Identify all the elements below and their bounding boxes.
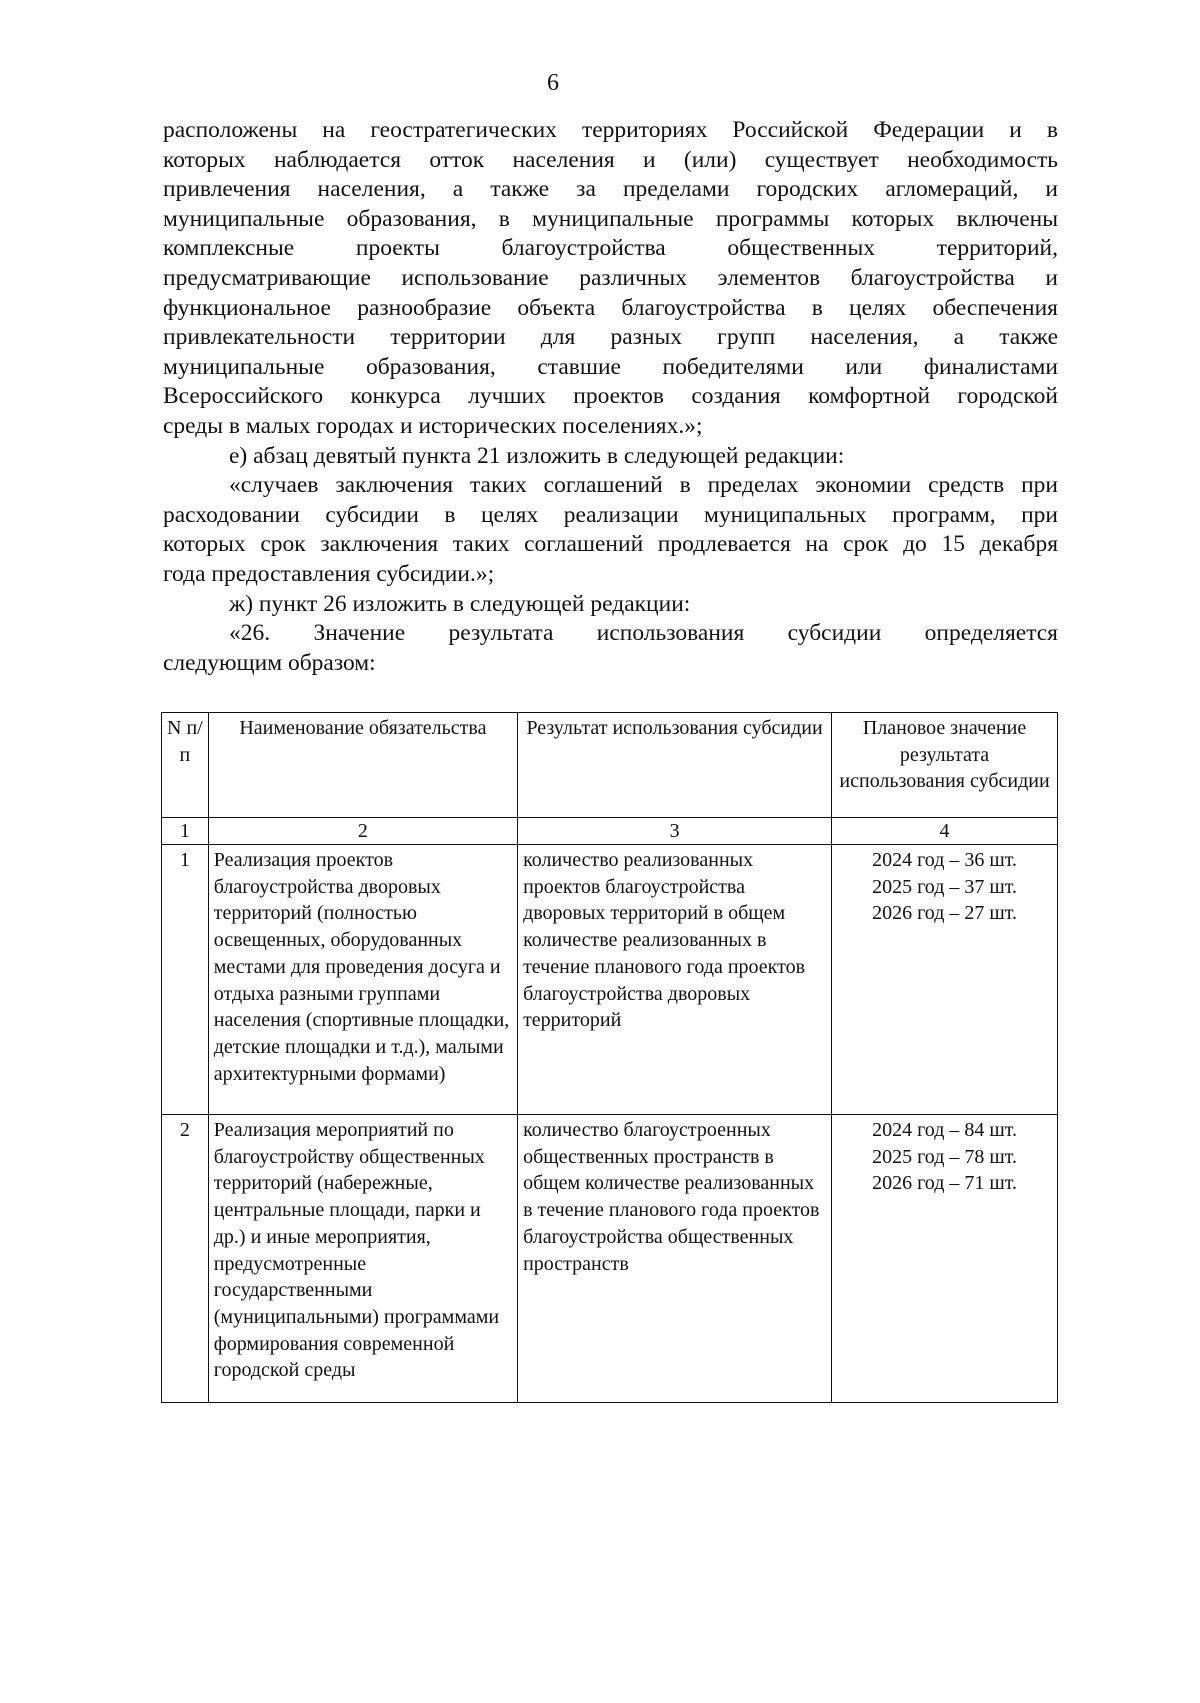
- text-line: комплексные проекты благоустройства общественных территорий,: [163, 235, 1058, 262]
- plan-value: 2026 год – 27 шт.: [872, 902, 1018, 925]
- text-line: которых наблюдается отток населения и (или) существует необходимость: [163, 146, 1058, 173]
- text-line: которых срок заключения таких соглашений продлевается на срок до 15 декабря: [163, 531, 1058, 558]
- text-line: расположены на геостратегических территориях Российской Федерации и в: [163, 117, 1058, 143]
- row-plan: [832, 1115, 1058, 1403]
- table-header-row: [162, 713, 1058, 818]
- paragraph-continuation: [163, 116, 1058, 442]
- plan-value: 2024 год – 84 шт.: [872, 1119, 1018, 1141]
- plan-value: 2024 год – 36 шт.: [872, 849, 1018, 871]
- text-line: привлечения населения, а также за пределами городских агломераций, и: [163, 176, 1058, 203]
- text-line: функциональное разнообразие объекта благоустройства в целях обеспечения: [163, 294, 1058, 321]
- row-obligation: Реализация мероприятий по благоустройству общественных территорий (набережные, центральные площади, парки и др.) и иные мероприятия, предусмотренные государственными (муниципальными) программами формирования современной городской среды: [208, 1115, 517, 1403]
- document-body: [163, 116, 1058, 678]
- text-line: «случаев заключения таких соглашений в пределах экономии средств при: [229, 472, 1058, 499]
- text-line: расходовании субсидии в целях реализации муниципальных программ, при: [163, 501, 1058, 528]
- text-line: «26. Значение результата использования субсидии определяется: [229, 620, 1058, 647]
- row-result: количество реализованных проектов благоустройства дворовых территорий в общем количестве реализованных в течение планового года проектов благоустройства дворовых территорий: [518, 845, 832, 1115]
- obligations-table: [161, 712, 1058, 1403]
- header-plan: Плановое значение результата использования субсидии: [832, 713, 1058, 818]
- column-number: 1: [162, 818, 209, 845]
- text-line: следующим образом:: [163, 649, 376, 676]
- page-number: 6: [547, 70, 559, 96]
- paragraph-quote-cases: [163, 471, 1058, 589]
- column-number-row: [162, 818, 1058, 845]
- paragraph-item-zh: ж) пункт 26 изложить в следующей редакции:: [229, 590, 691, 617]
- header-obligation: Наименование обязательства: [208, 713, 517, 818]
- header-result: Результат использования субсидии: [518, 713, 832, 818]
- text-line: среды в малых городах и исторических поселениях.»;: [163, 412, 703, 439]
- row-number: 1: [162, 845, 209, 1115]
- row-obligation: Реализация проектов благоустройства дворовых территорий (полностью освещенных, оборудованных местами для проведения досуга и отдыха разными группами населения (спортивные площадки, детские площадки и т.д.), малыми архитектурными формами): [208, 845, 517, 1115]
- paragraph-item-e: е) абзац девятый пункта 21 изложить в следующей редакции:: [229, 442, 845, 469]
- plan-value: 2025 год – 78 шт.: [872, 1145, 1018, 1168]
- table-row: [162, 845, 1058, 1115]
- plan-value: 2025 год – 37 шт.: [872, 875, 1018, 898]
- text-line: Всероссийского конкурса лучших проектов создания комфортной городской: [163, 383, 1058, 410]
- table-row: [162, 1115, 1058, 1403]
- row-plan: [832, 845, 1058, 1115]
- text-line: года предоставления субсидии.»;: [163, 560, 495, 587]
- text-line: предусматривающие использование различных элементов благоустройства и: [163, 264, 1058, 291]
- text-line: привлекательности территории для разных групп населения, а также: [163, 324, 1058, 351]
- column-number: 2: [208, 818, 517, 845]
- row-result: количество благоустроенных общественных пространств в общем количестве реализованных в течение планового года проектов благоустройства общественных пространств: [518, 1115, 832, 1403]
- header-number: N п/п: [162, 713, 209, 818]
- row-number: 2: [162, 1115, 209, 1403]
- text-line: муниципальные образования, ставшие победителями или финалистами: [163, 353, 1058, 380]
- text-line: муниципальные образования, в муниципальные программы которых включены: [163, 205, 1058, 232]
- paragraph-point-26: [163, 619, 1058, 678]
- column-number: 4: [832, 818, 1058, 845]
- plan-value: 2026 год – 71 шт.: [872, 1172, 1018, 1195]
- column-number: 3: [518, 818, 832, 845]
